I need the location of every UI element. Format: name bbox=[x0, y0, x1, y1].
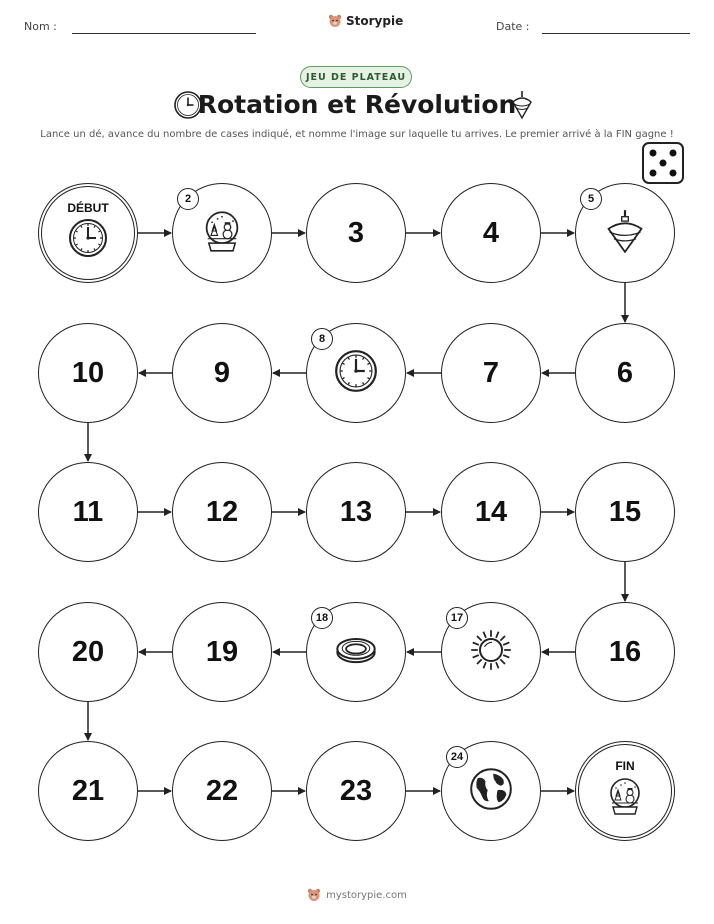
board-space bbox=[172, 741, 272, 841]
board-space bbox=[575, 462, 675, 562]
board-space bbox=[306, 323, 406, 423]
snow-globe-icon bbox=[605, 776, 645, 820]
brand-name: Storypie bbox=[346, 14, 404, 28]
space-number: 13 bbox=[339, 495, 373, 528]
earth-globe-icon bbox=[469, 767, 513, 815]
game-type-badge: JEU DE PLATEAU bbox=[300, 66, 412, 88]
date-label: Date : bbox=[496, 20, 530, 33]
board-space bbox=[306, 183, 406, 283]
board-space bbox=[38, 602, 138, 702]
board-space bbox=[441, 602, 541, 702]
space-number-tag: 18 bbox=[311, 607, 333, 629]
space-number: 14 bbox=[474, 495, 508, 528]
name-label: Nom : bbox=[24, 20, 57, 33]
space-number: 22 bbox=[205, 774, 239, 807]
board-space bbox=[441, 323, 541, 423]
space-number: 19 bbox=[205, 635, 239, 668]
board-space bbox=[38, 323, 138, 423]
finish-space bbox=[575, 741, 675, 841]
board-space bbox=[172, 183, 272, 283]
board-space bbox=[172, 323, 272, 423]
space-number: 12 bbox=[205, 495, 239, 528]
board-space bbox=[172, 602, 272, 702]
board-space bbox=[306, 741, 406, 841]
spinning-top-icon bbox=[603, 209, 647, 257]
space-number-tag: 24 bbox=[446, 746, 468, 768]
footer-url: mystorypie.com bbox=[326, 889, 407, 901]
space-number-tag: 2 bbox=[177, 188, 199, 210]
board-space bbox=[38, 462, 138, 562]
board-space bbox=[306, 602, 406, 702]
instructions: Lance un dé, avance du nombre de cases indiqué, et nomme l'image sur laquelle tu arrives. Le premier arrivé à la FIN gagne ! bbox=[40, 129, 674, 140]
space-number-tag: 5 bbox=[580, 188, 602, 210]
space-label: FIN bbox=[615, 759, 635, 773]
ring-icon bbox=[334, 628, 378, 676]
space-number: 21 bbox=[71, 774, 105, 807]
space-number-tag: 17 bbox=[446, 607, 468, 629]
space-number: 15 bbox=[608, 495, 642, 528]
clock-icon bbox=[68, 218, 108, 262]
board-space bbox=[306, 462, 406, 562]
footer bbox=[0, 888, 714, 902]
space-number: 23 bbox=[339, 774, 373, 807]
bear-mascot-icon bbox=[307, 888, 321, 902]
board-space bbox=[441, 462, 541, 562]
space-number: 16 bbox=[608, 635, 642, 668]
space-number: 10 bbox=[71, 356, 105, 389]
space-number: 7 bbox=[482, 356, 500, 389]
space-number: 20 bbox=[71, 635, 105, 668]
board-space bbox=[172, 462, 272, 562]
board-space bbox=[441, 183, 541, 283]
space-number-tag: 8 bbox=[311, 328, 333, 350]
space-label: DÉBUT bbox=[67, 201, 109, 215]
snow-globe-icon bbox=[200, 209, 244, 257]
space-number: 6 bbox=[616, 356, 634, 389]
space-number: 3 bbox=[347, 216, 365, 249]
space-number: 4 bbox=[482, 216, 500, 249]
board-space bbox=[575, 602, 675, 702]
page-title: Rotation et Révolution bbox=[197, 90, 517, 119]
space-number: 9 bbox=[213, 356, 231, 389]
board-space bbox=[38, 741, 138, 841]
clock-icon bbox=[334, 349, 378, 397]
start-space bbox=[38, 183, 138, 283]
sun-icon bbox=[469, 628, 513, 676]
board-space bbox=[441, 741, 541, 841]
space-number: 11 bbox=[72, 495, 104, 528]
board-space bbox=[575, 323, 675, 423]
board-space bbox=[575, 183, 675, 283]
